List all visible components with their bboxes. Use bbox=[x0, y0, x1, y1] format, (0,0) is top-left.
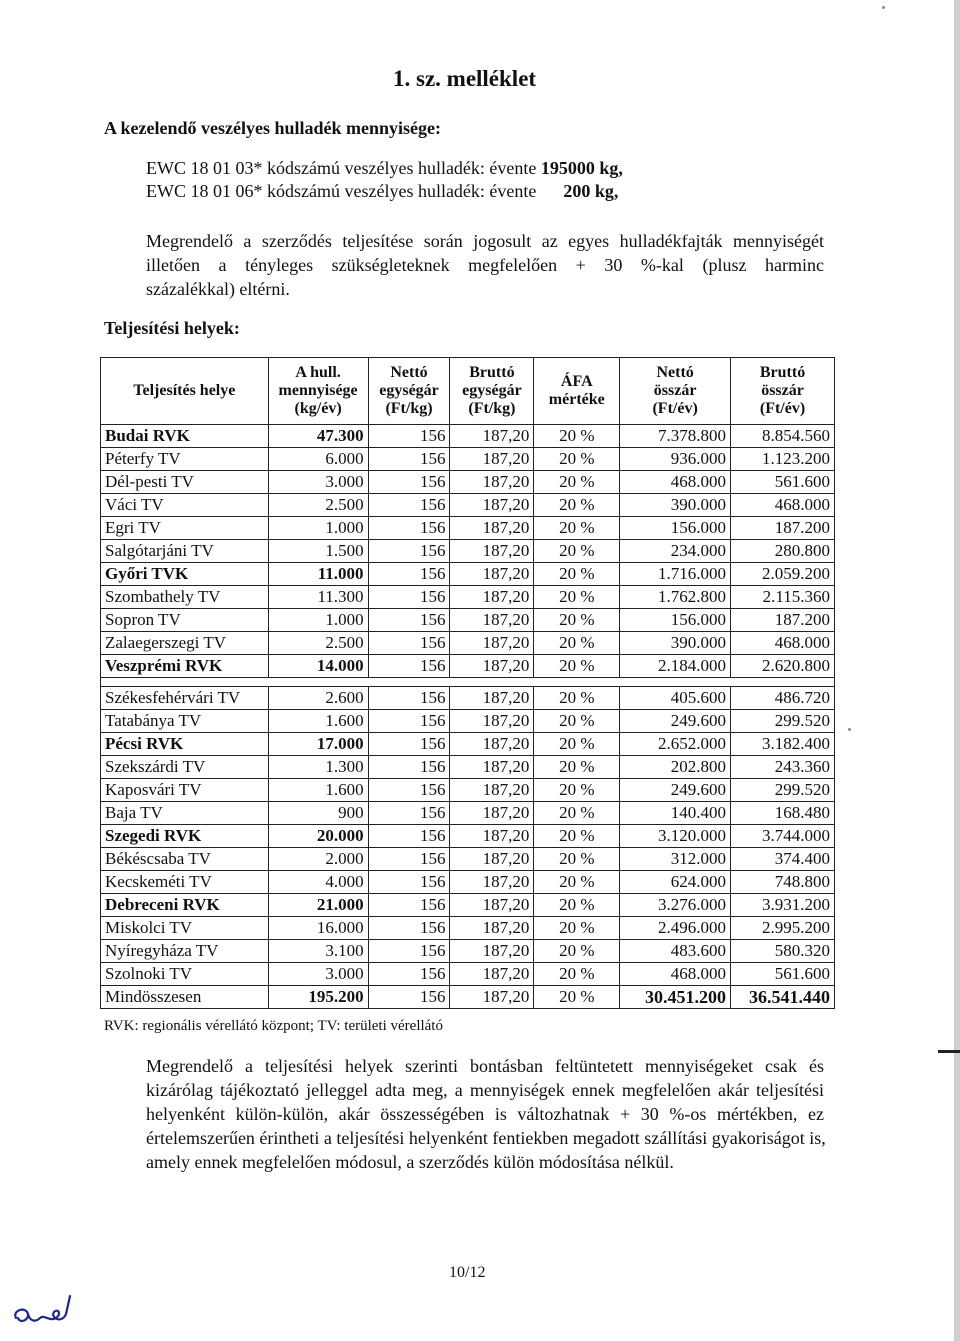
cell-vat-rate: 20 % bbox=[534, 425, 620, 448]
table-row bbox=[101, 609, 835, 632]
table-row bbox=[101, 756, 835, 779]
cell-gross-unit-price: 187,20 bbox=[450, 687, 534, 710]
cell-quantity: 2.500 bbox=[268, 494, 368, 517]
cell-quantity: 21.000 bbox=[268, 894, 368, 917]
cell-vat-rate: 20 % bbox=[534, 825, 620, 848]
cell-vat-rate: 20 % bbox=[534, 471, 620, 494]
cell-net-unit-price: 156 bbox=[368, 710, 450, 733]
cell-net-total: 312.000 bbox=[620, 848, 731, 871]
ewc-line bbox=[146, 181, 618, 202]
table-row bbox=[101, 963, 835, 986]
cell-gross-unit-price: 187,20 bbox=[450, 963, 534, 986]
ewc-line-text: EWC 18 01 03* kódszámú veszélyes hulladék: évente bbox=[146, 158, 541, 178]
cell-quantity: 2.600 bbox=[268, 687, 368, 710]
cell-net-unit-price: 156 bbox=[368, 871, 450, 894]
cell-net-unit-price: 156 bbox=[368, 632, 450, 655]
edge-mark bbox=[938, 1050, 960, 1053]
paragraph-line: kizárólag tájékoztató jelleggel adta meg, a mennyiségek ennek megfelelően akár teljesítési bbox=[146, 1080, 824, 1100]
cell-quantity: 17.000 bbox=[268, 733, 368, 756]
cell-gross-unit-price: 187,20 bbox=[450, 448, 534, 471]
cell-net-unit-price: 156 bbox=[368, 733, 450, 756]
cell-net-unit-price: 156 bbox=[368, 894, 450, 917]
cell-site: Székesfehérvári TV bbox=[101, 687, 269, 710]
cell-net-total: 3.120.000 bbox=[620, 825, 731, 848]
cell-site: Budai RVK bbox=[101, 425, 269, 448]
cell-gross-unit-price: 187,20 bbox=[450, 586, 534, 609]
paragraph-line: Megrendelő a szerződés teljesítése során jogosult az egyes hulladékfajták mennyiségét bbox=[146, 231, 824, 251]
paragraph-line: értelemszerűen érintheti a teljesítési helyenként fentiekben megadott szállítási gyakoriságot is, bbox=[146, 1128, 826, 1148]
header-gross-unit-price: Bruttó egységár (Ft/kg) bbox=[450, 358, 534, 425]
table-row bbox=[101, 540, 835, 563]
header-net-unit-price: Nettó egységár (Ft/kg) bbox=[368, 358, 450, 425]
cell-gross-total: 468.000 bbox=[731, 494, 835, 517]
cell-net-total: 234.000 bbox=[620, 540, 731, 563]
cell-site: Veszprémi RVK bbox=[101, 655, 269, 678]
handwritten-signature bbox=[10, 1292, 94, 1332]
cell-quantity: 195.200 bbox=[268, 986, 368, 1009]
cell-vat-rate: 20 % bbox=[534, 632, 620, 655]
cell-gross-unit-price: 187,20 bbox=[450, 494, 534, 517]
cell-gross-total: 748.800 bbox=[731, 871, 835, 894]
cell-net-total: 7.378.800 bbox=[620, 425, 731, 448]
cell-site: Szombathely TV bbox=[101, 586, 269, 609]
cell-quantity: 14.000 bbox=[268, 655, 368, 678]
cell-net-unit-price: 156 bbox=[368, 940, 450, 963]
cell-quantity: 11.300 bbox=[268, 586, 368, 609]
cell-gross-unit-price: 187,20 bbox=[450, 609, 534, 632]
cell-gross-total: 2.115.360 bbox=[731, 586, 835, 609]
ewc-amount: 200 kg, bbox=[563, 181, 619, 201]
paragraph-line: helyenként külön-külön, akár összességében is változhatnak + 30 %-os mértékben, ez bbox=[146, 1104, 824, 1124]
cell-site: Szekszárdi TV bbox=[101, 756, 269, 779]
table-body bbox=[101, 425, 835, 1009]
cell-site: Miskolci TV bbox=[101, 917, 269, 940]
section-title: A kezelendő veszélyes hulladék mennyisége: bbox=[104, 118, 441, 138]
legend-note: RVK: regionális vérellátó központ; TV: területi vérellátó bbox=[104, 1018, 443, 1034]
cell-vat-rate: 20 % bbox=[534, 540, 620, 563]
cell-quantity: 1.000 bbox=[268, 609, 368, 632]
table-row bbox=[101, 448, 835, 471]
cell-gross-unit-price: 187,20 bbox=[450, 471, 534, 494]
header-vat-rate: ÁFA mértéke bbox=[534, 358, 620, 425]
cell-site: Szegedi RVK bbox=[101, 825, 269, 848]
cell-gross-total: 299.520 bbox=[731, 710, 835, 733]
cell-gross-total: 168.480 bbox=[731, 802, 835, 825]
cell-net-total: 249.600 bbox=[620, 710, 731, 733]
cell-gross-total: 280.800 bbox=[731, 540, 835, 563]
cell-site: Baja TV bbox=[101, 802, 269, 825]
cell-vat-rate: 20 % bbox=[534, 517, 620, 540]
cell-vat-rate: 20 % bbox=[534, 963, 620, 986]
cell-vat-rate: 20 % bbox=[534, 563, 620, 586]
cell-gross-total: 1.123.200 bbox=[731, 448, 835, 471]
cell-site: Váci TV bbox=[101, 494, 269, 517]
table-row bbox=[101, 802, 835, 825]
cell-net-unit-price: 156 bbox=[368, 756, 450, 779]
cell-gross-total: 187.200 bbox=[731, 517, 835, 540]
cell-vat-rate: 20 % bbox=[534, 710, 620, 733]
cell-quantity: 20.000 bbox=[268, 825, 368, 848]
cell-quantity: 6.000 bbox=[268, 448, 368, 471]
cell-gross-unit-price: 187,20 bbox=[450, 655, 534, 678]
cell-gross-total: 8.854.560 bbox=[731, 425, 835, 448]
cell-site: Debreceni RVK bbox=[101, 894, 269, 917]
cell-quantity: 16.000 bbox=[268, 917, 368, 940]
cell-vat-rate: 20 % bbox=[534, 687, 620, 710]
cell-quantity: 3.000 bbox=[268, 963, 368, 986]
table-row bbox=[101, 563, 835, 586]
table-row bbox=[101, 848, 835, 871]
cell-net-total: 1.716.000 bbox=[620, 563, 731, 586]
cell-net-unit-price: 156 bbox=[368, 540, 450, 563]
cell-gross-total: 3.931.200 bbox=[731, 894, 835, 917]
cell-net-total: 390.000 bbox=[620, 632, 731, 655]
cell-gross-total: 561.600 bbox=[731, 963, 835, 986]
cell-net-total: 624.000 bbox=[620, 871, 731, 894]
cell-quantity: 4.000 bbox=[268, 871, 368, 894]
sites-title: Teljesítési helyek: bbox=[104, 318, 240, 338]
cell-site: Békéscsaba TV bbox=[101, 848, 269, 871]
cell-net-total: 2.496.000 bbox=[620, 917, 731, 940]
cell-quantity: 900 bbox=[268, 802, 368, 825]
cell-vat-rate: 20 % bbox=[534, 917, 620, 940]
cell-site: Kecskeméti TV bbox=[101, 871, 269, 894]
cell-net-total: 202.800 bbox=[620, 756, 731, 779]
cell-site: Zalaegerszegi TV bbox=[101, 632, 269, 655]
cell-vat-rate: 20 % bbox=[534, 756, 620, 779]
cell-gross-unit-price: 187,20 bbox=[450, 871, 534, 894]
header-quantity: A hull. mennyisége (kg/év) bbox=[268, 358, 368, 425]
scan-speck bbox=[882, 6, 885, 9]
ewc-line bbox=[146, 158, 623, 179]
cell-gross-total: 2.995.200 bbox=[731, 917, 835, 940]
table-row bbox=[101, 586, 835, 609]
cell-gross-total: 486.720 bbox=[731, 687, 835, 710]
cell-net-unit-price: 156 bbox=[368, 655, 450, 678]
paragraph-line: Megrendelő a teljesítési helyek szerinti bontásban feltüntetett mennyiségeket csak és bbox=[146, 1056, 824, 1076]
cell-gross-unit-price: 187,20 bbox=[450, 632, 534, 655]
cell-gross-total: 2.620.800 bbox=[731, 655, 835, 678]
cell-net-total: 2.184.000 bbox=[620, 655, 731, 678]
cell-vat-rate: 20 % bbox=[534, 448, 620, 471]
cell-vat-rate: 20 % bbox=[534, 494, 620, 517]
cell-quantity: 2.000 bbox=[268, 848, 368, 871]
cell-gross-unit-price: 187,20 bbox=[450, 986, 534, 1009]
cell-net-unit-price: 156 bbox=[368, 986, 450, 1009]
cell-net-total: 249.600 bbox=[620, 779, 731, 802]
cell-vat-rate: 20 % bbox=[534, 655, 620, 678]
cell-net-total: 483.600 bbox=[620, 940, 731, 963]
cell-site: Péterfy TV bbox=[101, 448, 269, 471]
cell-net-unit-price: 156 bbox=[368, 802, 450, 825]
cell-vat-rate: 20 % bbox=[534, 848, 620, 871]
paragraph-line: illetően a tényleges szükségleteknek megfelelően + 30 %-kal (plusz harminc bbox=[146, 255, 824, 275]
cell-net-unit-price: 156 bbox=[368, 471, 450, 494]
cell-net-total: 140.400 bbox=[620, 802, 731, 825]
ewc-amount: 195000 kg, bbox=[540, 158, 623, 178]
cell-gross-unit-price: 187,20 bbox=[450, 940, 534, 963]
cell-quantity: 1.000 bbox=[268, 517, 368, 540]
cell-gross-unit-price: 187,20 bbox=[450, 848, 534, 871]
cell-net-total: 468.000 bbox=[620, 963, 731, 986]
cell-site: Tatabánya TV bbox=[101, 710, 269, 733]
table-spacer-row bbox=[101, 678, 835, 687]
cell-gross-total: 3.182.400 bbox=[731, 733, 835, 756]
ewc-line-text: EWC 18 01 06* kódszámú veszélyes hulladék: évente bbox=[146, 181, 564, 201]
cell-quantity: 1.500 bbox=[268, 540, 368, 563]
cell-net-unit-price: 156 bbox=[368, 563, 450, 586]
cell-net-unit-price: 156 bbox=[368, 448, 450, 471]
cell-net-total: 390.000 bbox=[620, 494, 731, 517]
cell-gross-total: 187.200 bbox=[731, 609, 835, 632]
cell-site: Sopron TV bbox=[101, 609, 269, 632]
table-row bbox=[101, 779, 835, 802]
cell-site: Dél-pesti TV bbox=[101, 471, 269, 494]
cell-vat-rate: 20 % bbox=[534, 586, 620, 609]
table-row bbox=[101, 733, 835, 756]
cell-gross-total: 580.320 bbox=[731, 940, 835, 963]
cell-gross-unit-price: 187,20 bbox=[450, 756, 534, 779]
header-gross-total: Bruttó összár (Ft/év) bbox=[731, 358, 835, 425]
cell-gross-unit-price: 187,20 bbox=[450, 802, 534, 825]
cell-quantity: 3.100 bbox=[268, 940, 368, 963]
cell-site: Kaposvári TV bbox=[101, 779, 269, 802]
cell-vat-rate: 20 % bbox=[534, 871, 620, 894]
cell-net-unit-price: 156 bbox=[368, 963, 450, 986]
cell-net-total: 405.600 bbox=[620, 687, 731, 710]
cell-net-unit-price: 156 bbox=[368, 825, 450, 848]
cell-gross-total: 3.744.000 bbox=[731, 825, 835, 848]
cell-gross-unit-price: 187,20 bbox=[450, 563, 534, 586]
scanned-page-edge bbox=[954, 0, 960, 1341]
table-row bbox=[101, 687, 835, 710]
cell-vat-rate: 20 % bbox=[534, 779, 620, 802]
cell-gross-total: 374.400 bbox=[731, 848, 835, 871]
cell-gross-unit-price: 187,20 bbox=[450, 540, 534, 563]
cell-vat-rate: 20 % bbox=[534, 940, 620, 963]
cell-net-unit-price: 156 bbox=[368, 687, 450, 710]
table-header-row bbox=[101, 358, 835, 425]
cell-gross-unit-price: 187,20 bbox=[450, 710, 534, 733]
paragraph-line: százalékkal) eltérni. bbox=[146, 279, 290, 299]
cell-site: Egri TV bbox=[101, 517, 269, 540]
cell-quantity: 11.000 bbox=[268, 563, 368, 586]
cell-gross-total: 2.059.200 bbox=[731, 563, 835, 586]
cell-net-total: 156.000 bbox=[620, 517, 731, 540]
cell-gross-unit-price: 187,20 bbox=[450, 825, 534, 848]
cell-gross-unit-price: 187,20 bbox=[450, 733, 534, 756]
table-row bbox=[101, 871, 835, 894]
cell-quantity: 3.000 bbox=[268, 471, 368, 494]
spacer-cell bbox=[101, 678, 835, 687]
cell-vat-rate: 20 % bbox=[534, 802, 620, 825]
cell-gross-total: 468.000 bbox=[731, 632, 835, 655]
cell-vat-rate: 20 % bbox=[534, 733, 620, 756]
cell-net-unit-price: 156 bbox=[368, 848, 450, 871]
cell-site: Szolnoki TV bbox=[101, 963, 269, 986]
cell-net-total: 936.000 bbox=[620, 448, 731, 471]
cell-vat-rate: 20 % bbox=[534, 894, 620, 917]
sites-table bbox=[100, 357, 835, 1009]
table-row bbox=[101, 471, 835, 494]
total-row bbox=[101, 986, 835, 1009]
cell-quantity: 1.600 bbox=[268, 779, 368, 802]
header-net-total: Nettó összár (Ft/év) bbox=[620, 358, 731, 425]
cell-gross-total: 36.541.440 bbox=[731, 986, 835, 1009]
paragraph-line: amely ennek megfelelően módosul, a szerződés külön módosítása nélkül. bbox=[146, 1152, 674, 1172]
cell-site: Nyíregyháza TV bbox=[101, 940, 269, 963]
table-row bbox=[101, 632, 835, 655]
cell-net-total: 1.762.800 bbox=[620, 586, 731, 609]
table-row bbox=[101, 425, 835, 448]
cell-vat-rate: 20 % bbox=[534, 609, 620, 632]
cell-gross-total: 299.520 bbox=[731, 779, 835, 802]
cell-quantity: 47.300 bbox=[268, 425, 368, 448]
table-row bbox=[101, 894, 835, 917]
table-row bbox=[101, 825, 835, 848]
annex-label: 1. sz. melléklet bbox=[393, 66, 537, 91]
cell-gross-unit-price: 187,20 bbox=[450, 425, 534, 448]
cell-gross-unit-price: 187,20 bbox=[450, 779, 534, 802]
cell-net-unit-price: 156 bbox=[368, 425, 450, 448]
cell-net-unit-price: 156 bbox=[368, 917, 450, 940]
cell-net-total: 156.000 bbox=[620, 609, 731, 632]
quantity-tolerance-paragraph bbox=[146, 229, 824, 301]
cell-gross-unit-price: 187,20 bbox=[450, 894, 534, 917]
cell-net-unit-price: 156 bbox=[368, 517, 450, 540]
cell-net-unit-price: 156 bbox=[368, 609, 450, 632]
cell-net-unit-price: 156 bbox=[368, 494, 450, 517]
scan-speck bbox=[848, 728, 851, 731]
cell-quantity: 1.300 bbox=[268, 756, 368, 779]
cell-site: Pécsi RVK bbox=[101, 733, 269, 756]
cell-gross-unit-price: 187,20 bbox=[450, 917, 534, 940]
table-row bbox=[101, 917, 835, 940]
table-row bbox=[101, 940, 835, 963]
page-number: 10/12 bbox=[449, 1264, 486, 1281]
cell-site: Mindösszesen bbox=[101, 986, 269, 1009]
table-row bbox=[101, 710, 835, 733]
cell-net-unit-price: 156 bbox=[368, 779, 450, 802]
table-row bbox=[101, 517, 835, 540]
header-site: Teljesítés helye bbox=[101, 358, 269, 425]
cell-site: Salgótarjáni TV bbox=[101, 540, 269, 563]
cell-net-total: 2.652.000 bbox=[620, 733, 731, 756]
cell-net-total: 3.276.000 bbox=[620, 894, 731, 917]
cell-gross-total: 561.600 bbox=[731, 471, 835, 494]
table-row bbox=[101, 494, 835, 517]
cell-quantity: 2.500 bbox=[268, 632, 368, 655]
cell-net-total: 468.000 bbox=[620, 471, 731, 494]
cell-quantity: 1.600 bbox=[268, 710, 368, 733]
cell-net-total: 30.451.200 bbox=[620, 986, 731, 1009]
cell-gross-total: 243.360 bbox=[731, 756, 835, 779]
cell-gross-unit-price: 187,20 bbox=[450, 517, 534, 540]
table-row bbox=[101, 655, 835, 678]
cell-net-unit-price: 156 bbox=[368, 586, 450, 609]
cell-site: Győri TVK bbox=[101, 563, 269, 586]
site-breakdown-paragraph bbox=[146, 1054, 824, 1174]
cell-vat-rate: 20 % bbox=[534, 986, 620, 1009]
